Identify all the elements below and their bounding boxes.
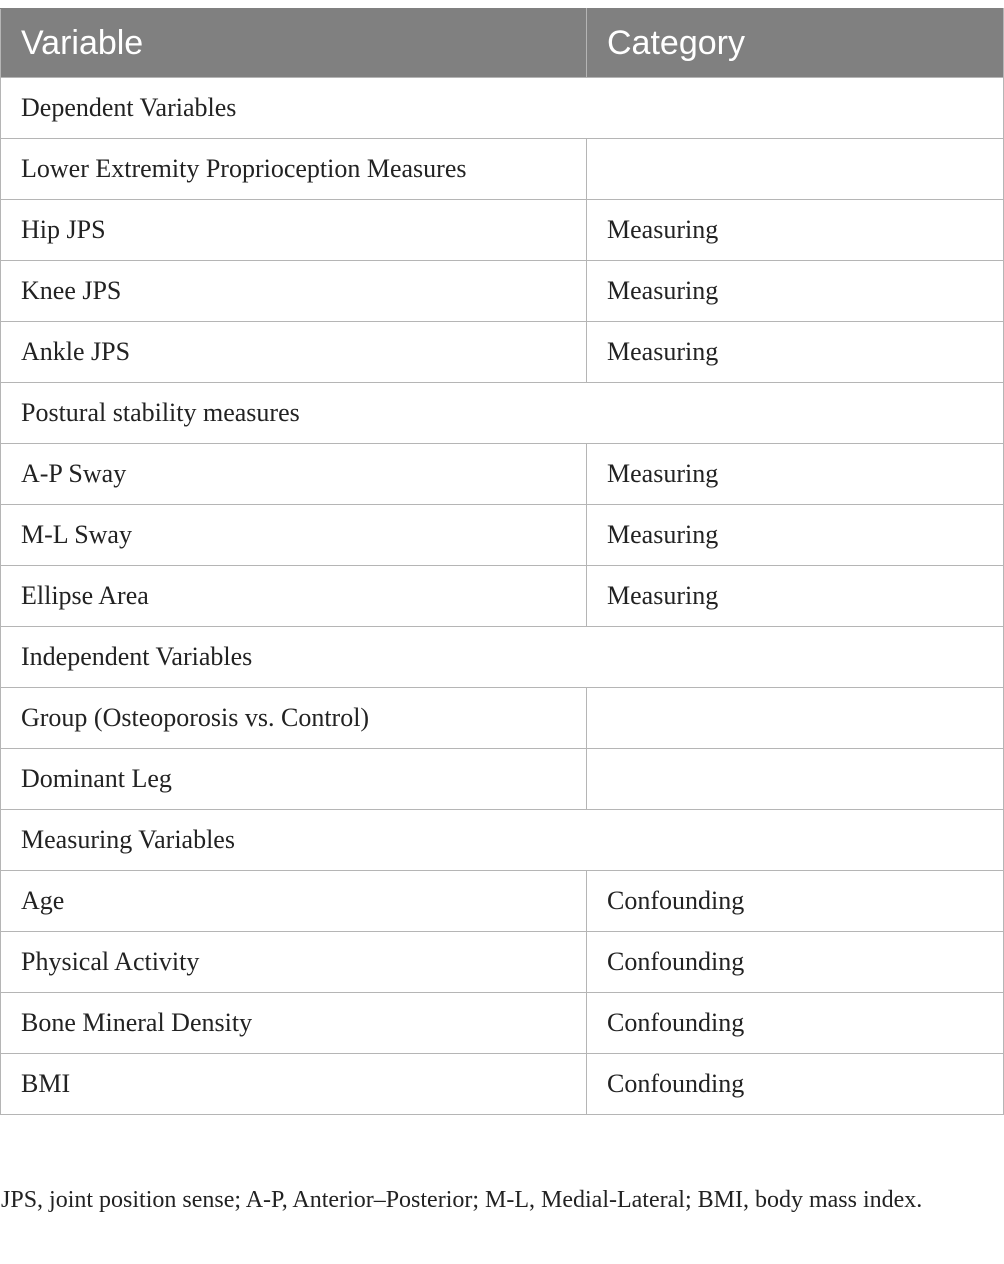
category-cell: Measuring bbox=[587, 505, 1004, 566]
category-cell bbox=[587, 749, 1004, 810]
header-row bbox=[1, 9, 1004, 78]
table-row bbox=[1, 688, 1004, 749]
table-row bbox=[1, 566, 1004, 627]
section-heading: Postural stability measures bbox=[1, 383, 1004, 444]
table-row bbox=[1, 749, 1004, 810]
section-heading: Independent Variables bbox=[1, 627, 1004, 688]
category-cell: Measuring bbox=[587, 566, 1004, 627]
category-cell: Measuring bbox=[587, 261, 1004, 322]
table-row bbox=[1, 139, 1004, 200]
header-category: Category bbox=[587, 9, 1004, 78]
variable-cell: Age bbox=[1, 871, 587, 932]
category-cell: Measuring bbox=[587, 444, 1004, 505]
variable-cell: A-P Sway bbox=[1, 444, 587, 505]
variable-cell: Dominant Leg bbox=[1, 749, 587, 810]
variable-cell: BMI bbox=[1, 1054, 587, 1115]
category-cell: Confounding bbox=[587, 871, 1004, 932]
table-row bbox=[1, 200, 1004, 261]
section-row bbox=[1, 810, 1004, 871]
category-cell: Measuring bbox=[587, 200, 1004, 261]
section-row bbox=[1, 627, 1004, 688]
section-heading: Measuring Variables bbox=[1, 810, 1004, 871]
variable-cell: Ankle JPS bbox=[1, 322, 587, 383]
category-cell: Confounding bbox=[587, 1054, 1004, 1115]
variable-cell: Group (Osteoporosis vs. Control) bbox=[1, 688, 587, 749]
header-variable: Variable bbox=[1, 9, 587, 78]
table-body bbox=[1, 78, 1004, 1115]
table-row bbox=[1, 505, 1004, 566]
variable-cell: Physical Activity bbox=[1, 932, 587, 993]
table-row bbox=[1, 444, 1004, 505]
category-cell bbox=[587, 139, 1004, 200]
variable-cell: Ellipse Area bbox=[1, 566, 587, 627]
table-row bbox=[1, 1054, 1004, 1115]
variables-table bbox=[0, 8, 1004, 1115]
variable-cell: Lower Extremity Proprioception Measures bbox=[1, 139, 587, 200]
category-cell: Confounding bbox=[587, 932, 1004, 993]
variable-cell: Hip JPS bbox=[1, 200, 587, 261]
table-row bbox=[1, 871, 1004, 932]
table-row bbox=[1, 932, 1004, 993]
variable-cell: M-L Sway bbox=[1, 505, 587, 566]
variable-cell: Knee JPS bbox=[1, 261, 587, 322]
category-cell: Confounding bbox=[587, 993, 1004, 1054]
category-cell bbox=[587, 688, 1004, 749]
table-row bbox=[1, 993, 1004, 1054]
section-heading: Dependent Variables bbox=[1, 78, 1004, 139]
section-row bbox=[1, 78, 1004, 139]
table-footnote: JPS, joint position sense; A-P, Anterior–Posterior; M-L, Medial-Lateral; BMI, body mass index. bbox=[1, 1187, 923, 1213]
category-cell: Measuring bbox=[587, 322, 1004, 383]
section-row bbox=[1, 383, 1004, 444]
variable-cell: Bone Mineral Density bbox=[1, 993, 587, 1054]
table-row bbox=[1, 322, 1004, 383]
table-row bbox=[1, 261, 1004, 322]
